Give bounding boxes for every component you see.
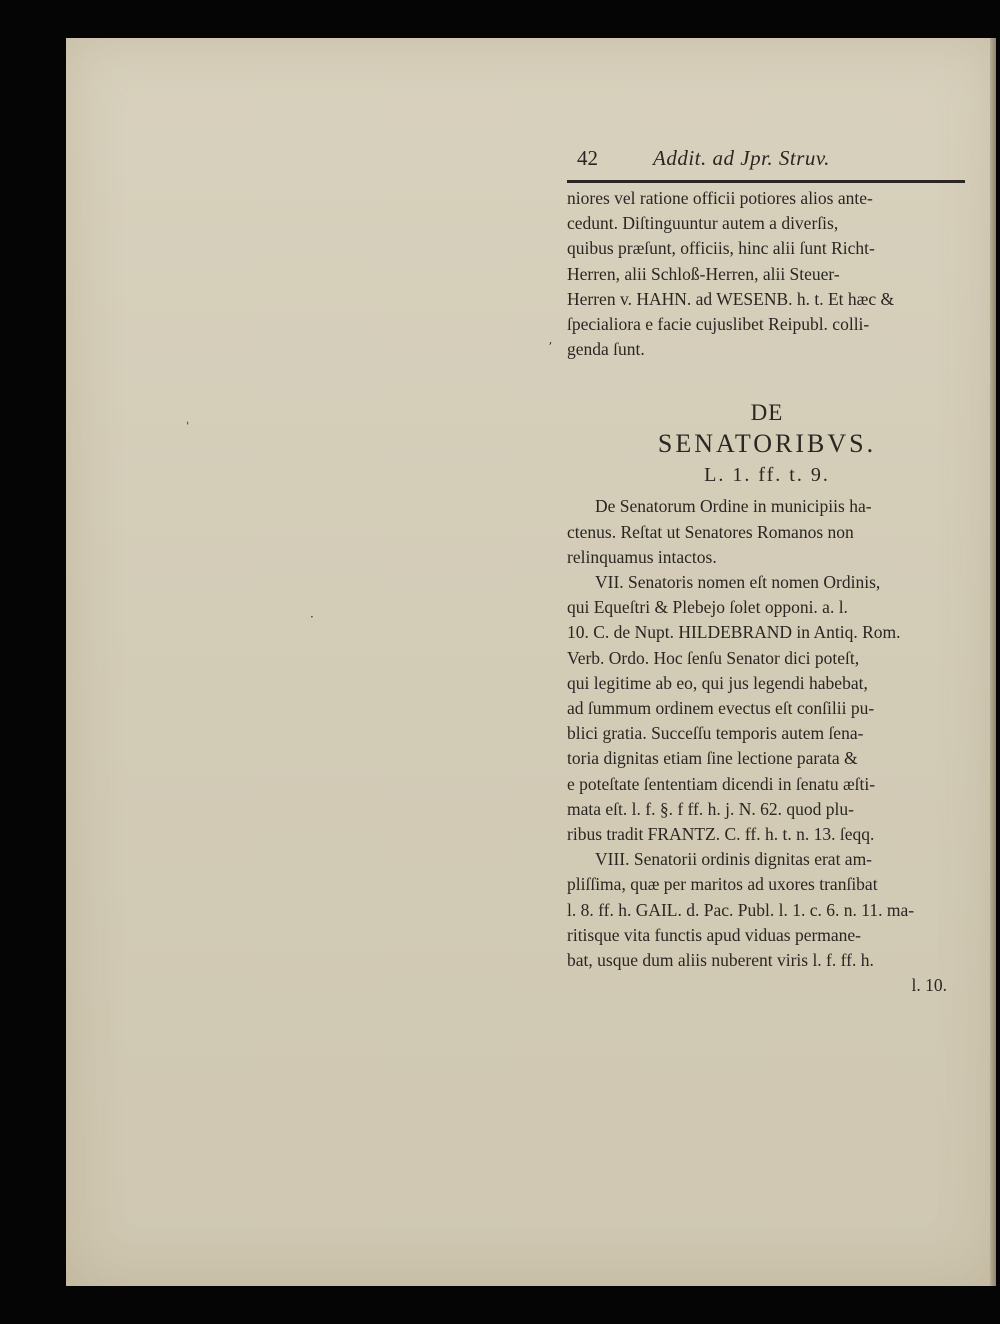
text-line: l. 10.: [911, 975, 947, 996]
text-line: 10. C. de Nupt. HILDEBRAND in Antiq. Rom.: [567, 622, 901, 643]
section-reference: L. 1. ff. t. 9.: [704, 464, 830, 487]
paragraph-continuation: [567, 186, 967, 362]
text-line: ribus tradit FRANTZ. C. ff. h. t. n. 13. ſeqq.: [567, 824, 875, 845]
text-line: ritisque vita functis apud viduas permane-: [567, 924, 862, 945]
text-line: ſpecialiora e facie cujuslibet Reipubl. colli-: [567, 314, 870, 335]
text-line: Herren v. HAHN. ad WESENB. h. t. Et hæc &: [567, 288, 895, 309]
text-line: qui legitime ab eo, qui jus legendi habebat,: [567, 672, 868, 693]
text-line: VIII. Senatorii ordinis dignitas erat am-: [595, 849, 873, 870]
text-line: qui Equeſtri & Plebejo ſolet opponi. a. l.: [567, 597, 848, 618]
text-line: ctenus. Reſtat ut Senatores Romanos non: [567, 521, 854, 542]
header-rule: [567, 180, 965, 183]
text-line: Verb. Ordo. Hoc ſenſu Senator dici poteſt,: [567, 647, 860, 668]
section-subtitle: SENATORIBVS.: [657, 429, 877, 459]
running-title: Addit. ad Jpr. Struv.: [653, 146, 830, 170]
text-line: relinquamus intactos.: [567, 546, 717, 567]
page-edge: [990, 38, 996, 1286]
text-line: Herren, alii Schloß-Herren, alii Steuer-: [567, 263, 840, 284]
text-line: pliſſima, quæ per maritos ad uxores tranſibat: [567, 874, 878, 895]
text-line: ad ſummum ordinem evectus eſt conſilii pu-: [567, 698, 875, 719]
text-line: toria dignitas etiam ſine lectione parata &: [567, 748, 858, 769]
text-line: genda ſunt.: [567, 339, 645, 360]
paragraph-vii: [567, 570, 967, 847]
text-line: cedunt. Diſtinguuntur autem a diverſis,: [567, 213, 839, 234]
ink-speck: ·: [310, 610, 314, 624]
ink-speck: ʼ: [548, 340, 552, 354]
page-number: 42: [577, 146, 598, 170]
text-line: VII. Senatoris nomen eſt nomen Ordinis,: [595, 572, 881, 593]
text-line: De Senatorum Ordine in municipiis ha-: [595, 496, 872, 517]
running-head: [567, 140, 967, 182]
text-line: quibus præſunt, officiis, hinc alii ſunt Richt-: [567, 238, 875, 259]
ink-speck: ˈ: [186, 420, 190, 434]
text-line: l. 8. ff. h. GAIL. d. Pac. Publ. l. 1. c. 6. n. 11. ma-: [567, 899, 915, 920]
section-title: DE: [750, 400, 784, 426]
text-line: e poteſtate ſententiam dicendi in ſenatu æſti-: [567, 773, 876, 794]
text-block: [567, 140, 967, 998]
text-line: blici gratia. Succeſſu temporis autem ſena-: [567, 723, 864, 744]
paragraph-viii: [567, 847, 967, 998]
text-line: bat, usque dum aliis nuberent viris l. f. ff. h.: [567, 950, 874, 971]
text-line: niores vel ratione officii potiores alios ante-: [567, 188, 873, 208]
text-line: mata eſt. l. f. §. f ff. h. j. N. 62. quod plu-: [567, 798, 854, 819]
paragraph-intro: [567, 494, 967, 570]
